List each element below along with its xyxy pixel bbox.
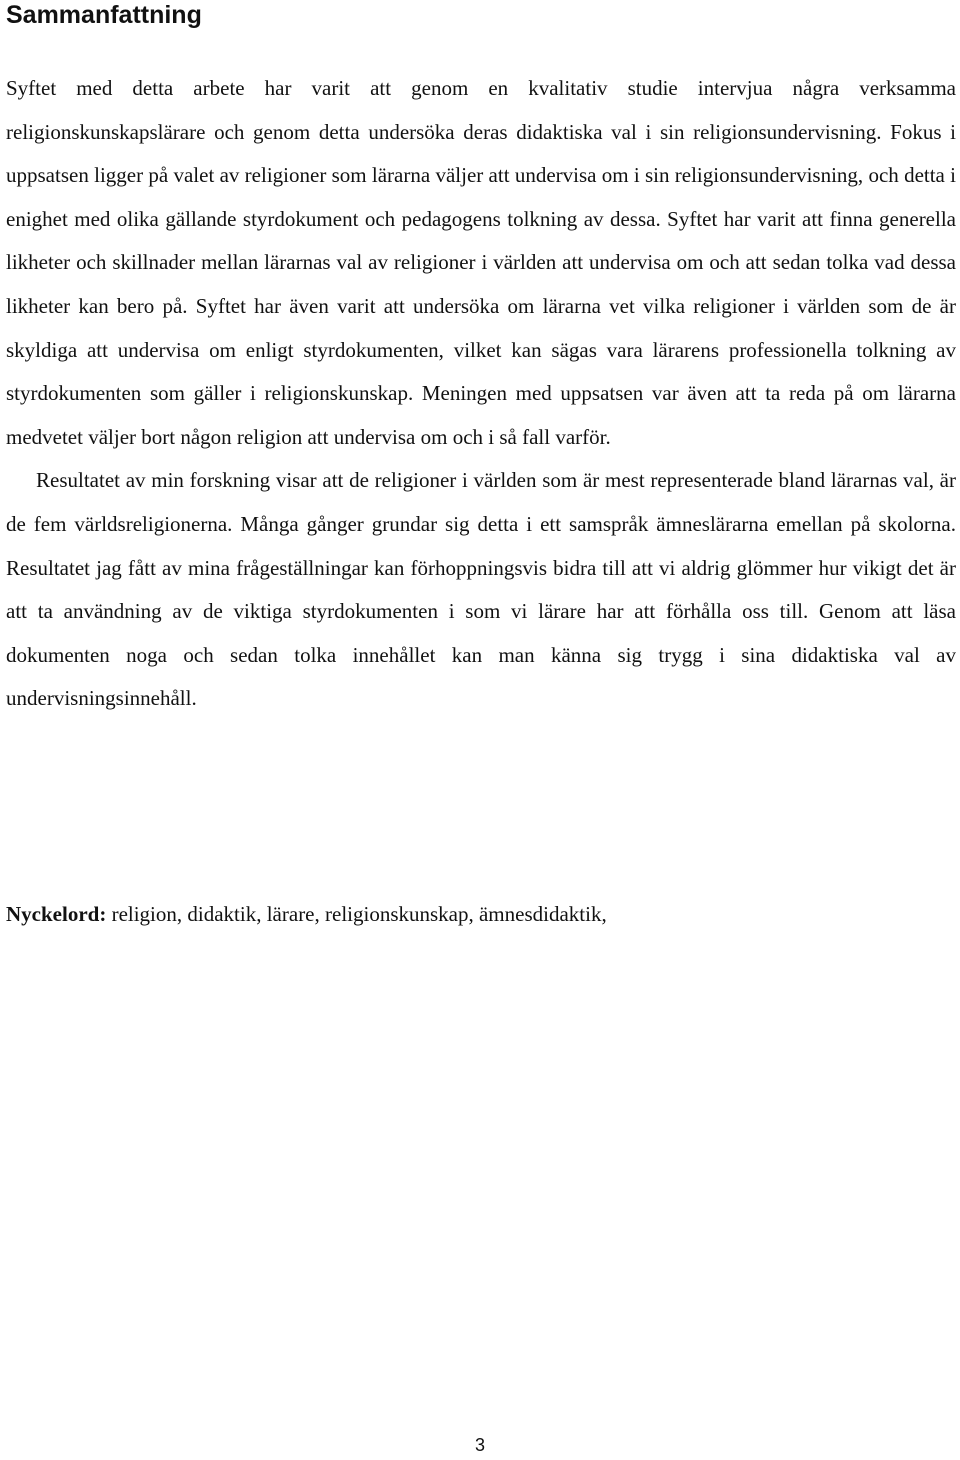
keywords-line: [6, 896, 607, 932]
document-page: [6, 0, 956, 926]
keywords-list: religion, didaktik, lärare, religionskunskap, ämnesdidaktik,: [106, 902, 607, 926]
summary-paragraph-2: Resultatet av min forskning visar att de religioner i världen som är mest representerade bland lärarnas val, är de fem världsreligionerna. Många gånger grundar sig detta i ett samspråk ämneslärarna emellan på skolorna. Resultatet jag fått av mina frågeställningar kan förhoppningsvis bidra till att vi aldrig glömmer hur vikigt det är att ta användning av de viktiga styrdokumenten i som vi lärare har att förhålla oss till. Genom att läsa dokumenten noga och sedan tolka innehållet kan man känna sig trygg i sina didaktiska val av undervisningsinnehåll.: [6, 468, 956, 711]
section-heading: Sammanfattning: [6, 1, 202, 29]
keywords-label: Nyckelord:: [6, 902, 107, 926]
summary-paragraph-1: Syftet med detta arbete har varit att genom en kvalitativ studie intervjua några verksamma religionskunskapslärare och genom detta undersöka deras didaktiska val i sin religionsundervisning. Fokus i uppsatsen ligger på valet av religioner som lärarna väljer att undervisa om i sin religionsundervisning, och detta i enighet med olika gällande styrdokument och pedagogens tolkning av dessa. Syftet har varit att finna generella likheter och skillnader mellan lärarnas val av religioner i världen att undervisa om och att sedan tolka vad dessa likheter kan bero på. Syftet har även varit att undersöka om lärarna vet vilka religioner i världen som de är skyldiga att undervisa om enligt styrdokumenten, vilket kan sägas vara lärarens professionella tolkning av styrdokumenten som gäller i religionskunskap. Meningen med uppsatsen var även att ta reda på om lärarna medvetet väljer bort någon religion att undervisa om och i så fall varför.: [6, 76, 956, 449]
page-number: 3: [474, 1435, 485, 1455]
